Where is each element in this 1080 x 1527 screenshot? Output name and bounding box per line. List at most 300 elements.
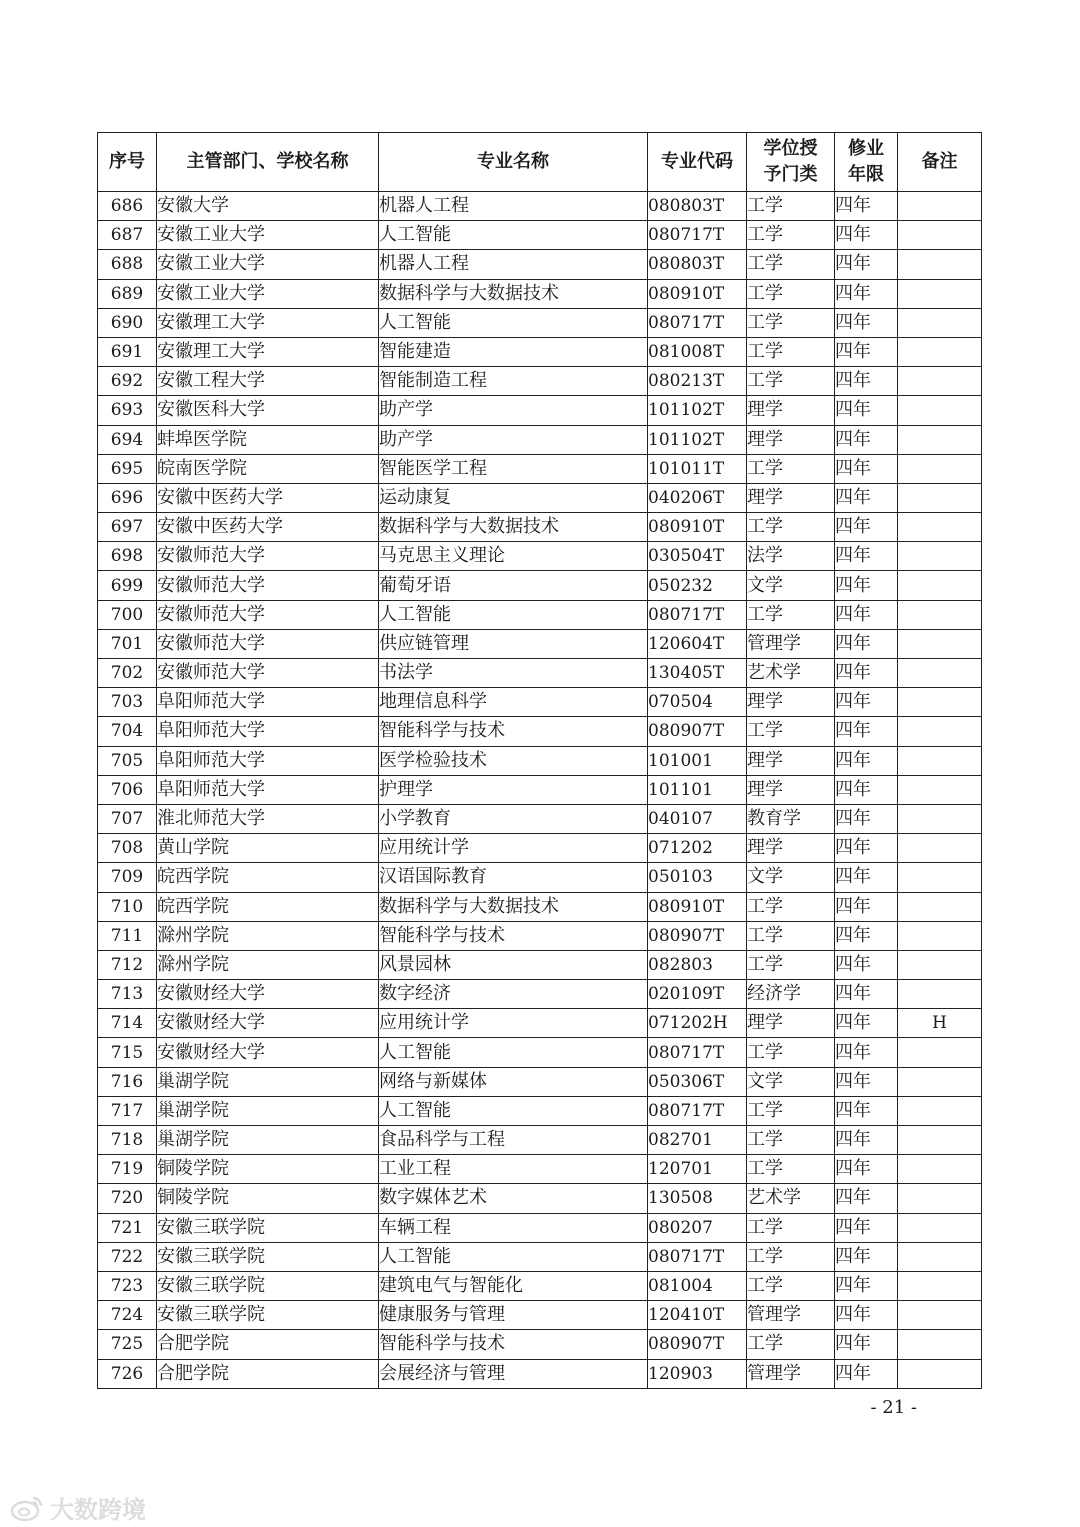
cell-category: 艺术学: [747, 659, 835, 688]
table-row: [98, 513, 982, 542]
cell-note: [898, 542, 982, 571]
cell-code: 080717T: [648, 308, 747, 337]
cell-school: 安徽中医药大学: [157, 513, 379, 542]
cell-school: 合肥学院: [157, 1330, 379, 1359]
cell-major: 护理学: [379, 775, 648, 804]
cell-code: 130508: [648, 1184, 747, 1213]
cell-school: 安徽三联学院: [157, 1301, 379, 1330]
cell-category: 理学: [747, 746, 835, 775]
cell-code: 081008T: [648, 337, 747, 366]
table-row: [98, 1271, 982, 1300]
cell-code: 120410T: [648, 1301, 747, 1330]
watermark-text: 大数跨境: [50, 1496, 146, 1524]
cell-category: 工学: [747, 600, 835, 629]
cell-years: 四年: [835, 337, 898, 366]
cell-category: 管理学: [747, 1359, 835, 1388]
cell-no: 716: [98, 1067, 157, 1096]
cell-code: 080907T: [648, 1330, 747, 1359]
cell-major: 风景园林: [379, 950, 648, 979]
majors-table: [97, 132, 982, 1389]
cell-category: 工学: [747, 250, 835, 279]
cell-no: 710: [98, 892, 157, 921]
cell-note: [898, 1067, 982, 1096]
cell-school: 铜陵学院: [157, 1155, 379, 1184]
cell-note: [898, 1271, 982, 1300]
table-row: [98, 688, 982, 717]
cell-major: 网络与新媒体: [379, 1067, 648, 1096]
table-row: [98, 1330, 982, 1359]
cell-school: 安徽财经大学: [157, 1038, 379, 1067]
cell-note: [898, 483, 982, 512]
cell-category: 工学: [747, 192, 835, 221]
table-row: [98, 1301, 982, 1330]
cell-school: 滁州学院: [157, 921, 379, 950]
cell-no: 693: [98, 396, 157, 425]
cell-note: [898, 250, 982, 279]
cell-years: 四年: [835, 425, 898, 454]
cell-no: 686: [98, 192, 157, 221]
table-row: [98, 1009, 982, 1038]
cell-note: [898, 454, 982, 483]
cell-years: 四年: [835, 1096, 898, 1125]
cell-code: 080213T: [648, 367, 747, 396]
table-row: [98, 863, 982, 892]
cell-no: 718: [98, 1126, 157, 1155]
cell-no: 725: [98, 1330, 157, 1359]
cell-school: 合肥学院: [157, 1359, 379, 1388]
cell-note: [898, 367, 982, 396]
cell-no: 687: [98, 221, 157, 250]
header-school: 主管部门、学校名称: [157, 133, 379, 192]
cell-note: [898, 513, 982, 542]
cell-school: 淮北师范大学: [157, 804, 379, 833]
cell-code: 080907T: [648, 921, 747, 950]
cell-years: 四年: [835, 1067, 898, 1096]
cell-note: [898, 1126, 982, 1155]
cell-note: [898, 1301, 982, 1330]
cell-code: 120903: [648, 1359, 747, 1388]
table-row: [98, 1067, 982, 1096]
cell-category: 工学: [747, 1330, 835, 1359]
cell-code: 080717T: [648, 1096, 747, 1125]
cell-no: 707: [98, 804, 157, 833]
cell-code: 080717T: [648, 1038, 747, 1067]
cell-major: 智能制造工程: [379, 367, 648, 396]
cell-note: [898, 1155, 982, 1184]
cell-years: 四年: [835, 1213, 898, 1242]
cell-category: 工学: [747, 921, 835, 950]
header-note: 备注: [898, 133, 982, 192]
cell-major: 数据科学与大数据技术: [379, 513, 648, 542]
cell-note: [898, 308, 982, 337]
cell-no: 688: [98, 250, 157, 279]
cell-no: 692: [98, 367, 157, 396]
table-row: [98, 337, 982, 366]
cell-code: 071202: [648, 834, 747, 863]
cell-major: 健康服务与管理: [379, 1301, 648, 1330]
table-row: [98, 1038, 982, 1067]
cell-code: 080910T: [648, 892, 747, 921]
cell-years: 四年: [835, 221, 898, 250]
table-row: [98, 250, 982, 279]
cell-no: 701: [98, 629, 157, 658]
cell-no: 691: [98, 337, 157, 366]
cell-years: 四年: [835, 279, 898, 308]
cell-years: 四年: [835, 367, 898, 396]
cell-years: 四年: [835, 921, 898, 950]
cell-years: 四年: [835, 250, 898, 279]
cell-school: 安徽财经大学: [157, 1009, 379, 1038]
cell-no: 712: [98, 950, 157, 979]
header-years-line2: 年限: [848, 164, 884, 185]
cell-no: 713: [98, 980, 157, 1009]
table-row: [98, 1126, 982, 1155]
cell-no: 724: [98, 1301, 157, 1330]
cell-code: 101011T: [648, 454, 747, 483]
table-row: [98, 192, 982, 221]
table-row: [98, 834, 982, 863]
cell-major: 数据科学与大数据技术: [379, 279, 648, 308]
cell-major: 运动康复: [379, 483, 648, 512]
cell-category: 管理学: [747, 629, 835, 658]
header-category-line1: 学位授: [763, 138, 818, 159]
cell-school: 安徽师范大学: [157, 571, 379, 600]
cell-code: 080907T: [648, 717, 747, 746]
cell-years: 四年: [835, 629, 898, 658]
table-row: [98, 746, 982, 775]
cell-code: 080803T: [648, 250, 747, 279]
cell-category: 工学: [747, 1242, 835, 1271]
cell-category: 工学: [747, 221, 835, 250]
cell-major: 地理信息科学: [379, 688, 648, 717]
cell-no: 722: [98, 1242, 157, 1271]
cell-major: 人工智能: [379, 600, 648, 629]
cell-category: 工学: [747, 717, 835, 746]
cell-note: [898, 950, 982, 979]
cell-years: 四年: [835, 600, 898, 629]
header-no: 序号: [98, 133, 157, 192]
cell-years: 四年: [835, 396, 898, 425]
table-row: [98, 629, 982, 658]
cell-years: 四年: [835, 1359, 898, 1388]
cell-category: 工学: [747, 950, 835, 979]
cell-note: [898, 629, 982, 658]
cell-school: 安徽工业大学: [157, 221, 379, 250]
cell-school: 安徽师范大学: [157, 600, 379, 629]
cell-no: 703: [98, 688, 157, 717]
cell-note: [898, 980, 982, 1009]
cell-major: 机器人工程: [379, 192, 648, 221]
cell-no: 714: [98, 1009, 157, 1038]
cell-major: 智能科学与技术: [379, 1330, 648, 1359]
cell-major: 车辆工程: [379, 1213, 648, 1242]
cell-note: [898, 1359, 982, 1388]
cell-years: 四年: [835, 1126, 898, 1155]
cell-category: 理学: [747, 483, 835, 512]
cell-no: 726: [98, 1359, 157, 1388]
table-row: [98, 425, 982, 454]
cell-category: 经济学: [747, 980, 835, 1009]
table-row: [98, 921, 982, 950]
cell-note: [898, 1242, 982, 1271]
cell-note: [898, 1330, 982, 1359]
cell-years: 四年: [835, 1184, 898, 1213]
cell-years: 四年: [835, 1009, 898, 1038]
cell-note: [898, 688, 982, 717]
cell-major: 人工智能: [379, 1242, 648, 1271]
cell-code: 101102T: [648, 425, 747, 454]
header-category: [747, 133, 835, 192]
cell-code: 120604T: [648, 629, 747, 658]
cell-years: 四年: [835, 308, 898, 337]
cell-category: 工学: [747, 1213, 835, 1242]
cell-major: 机器人工程: [379, 250, 648, 279]
cell-category: 理学: [747, 1009, 835, 1038]
cell-years: 四年: [835, 513, 898, 542]
cell-years: 四年: [835, 454, 898, 483]
cell-note: [898, 600, 982, 629]
cell-category: 法学: [747, 542, 835, 571]
cell-note: [898, 834, 982, 863]
cell-school: 滁州学院: [157, 950, 379, 979]
cell-years: 四年: [835, 483, 898, 512]
cell-category: 工学: [747, 454, 835, 483]
cell-major: 医学检验技术: [379, 746, 648, 775]
cell-note: [898, 337, 982, 366]
cell-major: 智能科学与技术: [379, 921, 648, 950]
table-row: [98, 804, 982, 833]
cell-no: 694: [98, 425, 157, 454]
table-row: [98, 1359, 982, 1388]
cell-code: 080207: [648, 1213, 747, 1242]
cell-major: 葡萄牙语: [379, 571, 648, 600]
cell-major: 数字媒体艺术: [379, 1184, 648, 1213]
cell-school: 安徽三联学院: [157, 1213, 379, 1242]
cell-years: 四年: [835, 775, 898, 804]
cell-category: 理学: [747, 775, 835, 804]
cell-code: 082803: [648, 950, 747, 979]
cell-school: 蚌埠医学院: [157, 425, 379, 454]
cell-school: 安徽理工大学: [157, 308, 379, 337]
cell-code: 030504T: [648, 542, 747, 571]
cell-note: [898, 775, 982, 804]
cell-category: 工学: [747, 308, 835, 337]
cell-school: 皖西学院: [157, 892, 379, 921]
cell-code: 130405T: [648, 659, 747, 688]
cell-category: 工学: [747, 337, 835, 366]
cell-code: 101102T: [648, 396, 747, 425]
watermark: [10, 1490, 146, 1525]
table-row: [98, 396, 982, 425]
cell-major: 助产学: [379, 396, 648, 425]
cell-code: 082701: [648, 1126, 747, 1155]
cell-years: 四年: [835, 1242, 898, 1271]
cell-note: [898, 279, 982, 308]
cell-major: 数据科学与大数据技术: [379, 892, 648, 921]
cell-category: 文学: [747, 1067, 835, 1096]
cell-category: 工学: [747, 1126, 835, 1155]
table-row: [98, 221, 982, 250]
cell-school: 安徽工程大学: [157, 367, 379, 396]
cell-years: 四年: [835, 746, 898, 775]
cell-school: 安徽工业大学: [157, 279, 379, 308]
cell-major: 智能医学工程: [379, 454, 648, 483]
weibo-logo-icon: [10, 1494, 44, 1522]
cell-category: 工学: [747, 279, 835, 308]
table-row: [98, 571, 982, 600]
cell-category: 理学: [747, 834, 835, 863]
cell-code: 080910T: [648, 279, 747, 308]
cell-years: 四年: [835, 834, 898, 863]
header-years-line1: 修业: [848, 138, 884, 159]
cell-school: 巢湖学院: [157, 1126, 379, 1155]
cell-no: 689: [98, 279, 157, 308]
cell-note: [898, 1096, 982, 1125]
cell-code: 050103: [648, 863, 747, 892]
cell-school: 阜阳师范大学: [157, 746, 379, 775]
cell-note: [898, 746, 982, 775]
cell-code: 071202H: [648, 1009, 747, 1038]
cell-note: [898, 921, 982, 950]
table-row: [98, 483, 982, 512]
table-row: [98, 659, 982, 688]
table-row: [98, 1213, 982, 1242]
cell-years: 四年: [835, 1271, 898, 1300]
cell-note: [898, 396, 982, 425]
cell-major: 汉语国际教育: [379, 863, 648, 892]
cell-category: 工学: [747, 513, 835, 542]
cell-category: 工学: [747, 1038, 835, 1067]
cell-no: 700: [98, 600, 157, 629]
cell-major: 会展经济与管理: [379, 1359, 648, 1388]
cell-no: 702: [98, 659, 157, 688]
cell-category: 管理学: [747, 1301, 835, 1330]
cell-major: 助产学: [379, 425, 648, 454]
cell-major: 书法学: [379, 659, 648, 688]
cell-code: 080717T: [648, 1242, 747, 1271]
cell-years: 四年: [835, 1155, 898, 1184]
cell-no: 717: [98, 1096, 157, 1125]
table-row: [98, 980, 982, 1009]
cell-code: 080910T: [648, 513, 747, 542]
table-body: [98, 192, 982, 1389]
cell-school: 安徽中医药大学: [157, 483, 379, 512]
cell-code: 040206T: [648, 483, 747, 512]
cell-major: 食品科学与工程: [379, 1126, 648, 1155]
cell-years: 四年: [835, 863, 898, 892]
cell-note: [898, 221, 982, 250]
cell-years: 四年: [835, 688, 898, 717]
cell-years: 四年: [835, 980, 898, 1009]
cell-no: 721: [98, 1213, 157, 1242]
cell-no: 697: [98, 513, 157, 542]
cell-major: 数字经济: [379, 980, 648, 1009]
table-row: [98, 775, 982, 804]
cell-no: 709: [98, 863, 157, 892]
table-row: [98, 717, 982, 746]
cell-school: 安徽医科大学: [157, 396, 379, 425]
cell-school: 皖南医学院: [157, 454, 379, 483]
table-row: [98, 1096, 982, 1125]
header-category-line2: 予门类: [763, 164, 818, 185]
cell-years: 四年: [835, 1301, 898, 1330]
cell-note: [898, 892, 982, 921]
cell-school: 巢湖学院: [157, 1067, 379, 1096]
cell-major: 供应链管理: [379, 629, 648, 658]
cell-no: 698: [98, 542, 157, 571]
cell-years: 四年: [835, 1330, 898, 1359]
table-row: [98, 367, 982, 396]
cell-category: 工学: [747, 1155, 835, 1184]
cell-no: 695: [98, 454, 157, 483]
page-number: - 21 -: [870, 1397, 917, 1418]
cell-no: 711: [98, 921, 157, 950]
header-years: [835, 133, 898, 192]
cell-school: 安徽理工大学: [157, 337, 379, 366]
cell-years: 四年: [835, 717, 898, 746]
cell-years: 四年: [835, 542, 898, 571]
header-code: 专业代码: [648, 133, 747, 192]
cell-major: 智能科学与技术: [379, 717, 648, 746]
cell-code: 050232: [648, 571, 747, 600]
cell-code: 120701: [648, 1155, 747, 1184]
cell-note: [898, 659, 982, 688]
table-row: [98, 542, 982, 571]
cell-school: 阜阳师范大学: [157, 688, 379, 717]
cell-years: 四年: [835, 1038, 898, 1067]
cell-years: 四年: [835, 804, 898, 833]
cell-code: 020109T: [648, 980, 747, 1009]
cell-note: [898, 863, 982, 892]
cell-code: 080803T: [648, 192, 747, 221]
cell-category: 工学: [747, 892, 835, 921]
cell-no: 699: [98, 571, 157, 600]
cell-school: 皖西学院: [157, 863, 379, 892]
cell-code: 070504: [648, 688, 747, 717]
cell-note: [898, 1213, 982, 1242]
cell-note: [898, 1038, 982, 1067]
cell-no: 704: [98, 717, 157, 746]
cell-category: 工学: [747, 367, 835, 396]
cell-note: [898, 425, 982, 454]
cell-school: 安徽工业大学: [157, 250, 379, 279]
cell-category: 工学: [747, 1271, 835, 1300]
cell-category: 文学: [747, 571, 835, 600]
cell-major: 人工智能: [379, 308, 648, 337]
cell-school: 铜陵学院: [157, 1184, 379, 1213]
cell-school: 安徽大学: [157, 192, 379, 221]
cell-school: 安徽师范大学: [157, 659, 379, 688]
cell-note: [898, 1184, 982, 1213]
cell-category: 文学: [747, 863, 835, 892]
table-row: [98, 454, 982, 483]
cell-no: 690: [98, 308, 157, 337]
cell-major: 应用统计学: [379, 834, 648, 863]
cell-school: 阜阳师范大学: [157, 717, 379, 746]
table-row: [98, 600, 982, 629]
cell-no: 705: [98, 746, 157, 775]
cell-major: 应用统计学: [379, 1009, 648, 1038]
cell-category: 艺术学: [747, 1184, 835, 1213]
cell-school: 阜阳师范大学: [157, 775, 379, 804]
cell-school: 安徽三联学院: [157, 1271, 379, 1300]
cell-years: 四年: [835, 192, 898, 221]
table-row: [98, 950, 982, 979]
cell-no: 720: [98, 1184, 157, 1213]
cell-no: 723: [98, 1271, 157, 1300]
table-row: [98, 308, 982, 337]
cell-note: [898, 192, 982, 221]
